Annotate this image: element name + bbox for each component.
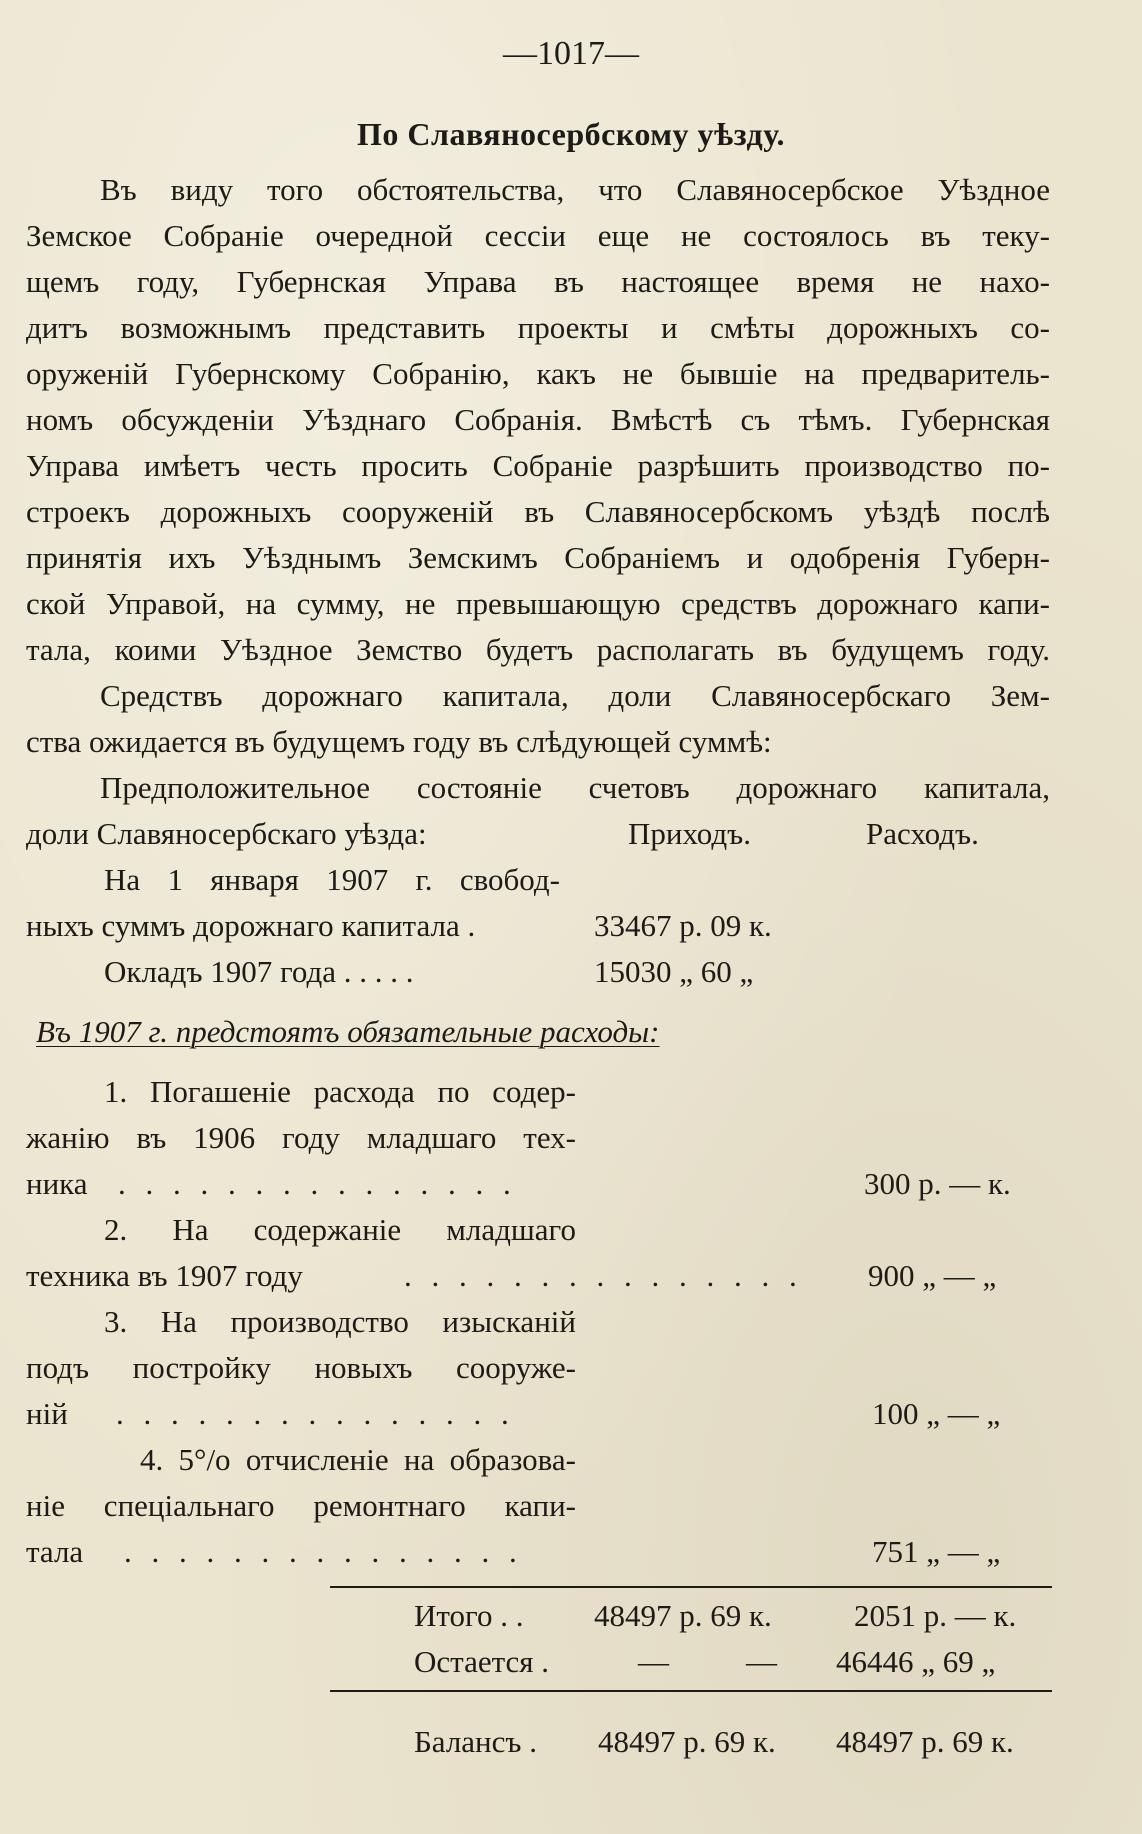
item-text: ній [26, 1396, 68, 1431]
item-text: 4. 5°/o отчисленіе на образова- [140, 1442, 576, 1477]
dot-leader: . . . . . . . . . . . . . . . [116, 1396, 515, 1431]
item-text: ніе спеціальнаго ремонтнаго капи- [26, 1488, 576, 1523]
dot-leader: . . . . . . . . . . . . . . . [404, 1258, 803, 1293]
dot-leader: . . . . . . . . . . . . . . . [118, 1166, 517, 1201]
totals-label: Итого . . [414, 1598, 524, 1633]
totals-income: 48497 р. 69 к. [594, 1598, 772, 1633]
paragraph-line: Предположительное состояніе счетовъ дорожнаго капитала, [100, 770, 1050, 805]
paragraph-line: щемъ году, Губернская Управа въ настоящее время не нахо- [26, 264, 1050, 299]
totals-income-dash: — [746, 1644, 777, 1679]
item-text: техника въ 1907 году [26, 1258, 303, 1293]
section-heading: По Славяносербскому уѣзду. [356, 116, 786, 152]
totals-income: 48497 р. 69 к. [598, 1724, 776, 1759]
row-income: 15030 „ 60 „ [594, 954, 754, 989]
paragraph-line: Въ виду того обстоятельства, что Славяносербское Уѣздное [100, 172, 1050, 207]
row-label: Окладъ 1907 года . . . . . [104, 954, 414, 989]
column-header-expense: Расходъ. [866, 816, 979, 851]
balance-rule [330, 1690, 1052, 1692]
item-text: подъ постройку новыхъ сооруже- [26, 1350, 576, 1385]
paragraph-line: ства ожидается въ будущемъ году въ слѣдующей суммѣ: [26, 724, 772, 759]
paragraph-line: Средствъ дорожнаго капитала, доли Славяносербскаго Зем- [100, 678, 1050, 713]
item-amount: 100 „ — „ [872, 1396, 1001, 1431]
item-text: ника [26, 1166, 88, 1201]
totals-label: Остается . [414, 1644, 550, 1679]
row-label: ныхъ суммъ дорожнаго капитала . [26, 908, 476, 943]
item-text: 1. Погашеніе расхода по содер- [104, 1074, 576, 1109]
paragraph-line: номъ обсужденіи Уѣзднаго Собранія. Вмѣстѣ съ тѣмъ. Губернская [26, 402, 1050, 437]
row-label: На 1 января 1907 г. свобод- [104, 862, 560, 897]
page-number: —1017— [503, 35, 639, 72]
totals-expense: 46446 „ 69 „ [836, 1644, 996, 1679]
totals-expense: 48497 р. 69 к. [836, 1724, 1014, 1759]
item-text: 2. На содержаніе младшаго [104, 1212, 576, 1247]
paragraph-line: ской Управой, на сумму, не превышающую средствъ дорожнаго капи- [26, 586, 1050, 621]
paragraph-line: тала, коими Уѣздное Земство будетъ располагать въ будущемъ году. [26, 632, 1050, 667]
item-amount: 751 „ — „ [872, 1534, 1001, 1569]
row-income: 33467 р. 09 к. [594, 908, 772, 943]
paragraph-line: строекъ дорожныхъ сооруженій въ Славяносербскомъ уѣздѣ послѣ [26, 494, 1050, 529]
item-amount: 900 „ — „ [868, 1258, 997, 1293]
item-text: жанію въ 1906 году младшаго тех- [26, 1120, 576, 1155]
paragraph-line: оруженій Губернскому Собранію, какъ не бывшіе на предваритель- [26, 356, 1050, 391]
paragraph-line: Управа имѣетъ честь просить Собраніе разрѣшить производство по- [26, 448, 1050, 483]
paragraph-line: принятія ихъ Уѣзднымъ Земскимъ Собраніемъ и одобренія Губерн- [26, 540, 1050, 575]
item-text: тала [26, 1534, 84, 1569]
paragraph-line: дитъ возможнымъ представить проекты и смѣты дорожныхъ со- [26, 310, 1050, 345]
paragraph-line: доли Славяносербскаго уѣзда: [26, 816, 427, 851]
item-amount: 300 р. — к. [864, 1166, 1011, 1201]
expenses-heading: Въ 1907 г. предстоятъ обязательные расходы: [36, 1014, 660, 1049]
totals-label: Балансъ . [414, 1724, 537, 1759]
totals-income-dash: — [638, 1644, 669, 1679]
column-header-income: Приходъ. [628, 816, 751, 851]
sum-rule [330, 1586, 1052, 1588]
paragraph-line: Земское Собраніе очередной сессіи еще не состоялось въ теку- [26, 218, 1050, 253]
totals-expense: 2051 р. — к. [854, 1598, 1017, 1633]
dot-leader: . . . . . . . . . . . . . . . [124, 1534, 523, 1569]
item-text: 3. На производство изысканій [104, 1304, 576, 1339]
